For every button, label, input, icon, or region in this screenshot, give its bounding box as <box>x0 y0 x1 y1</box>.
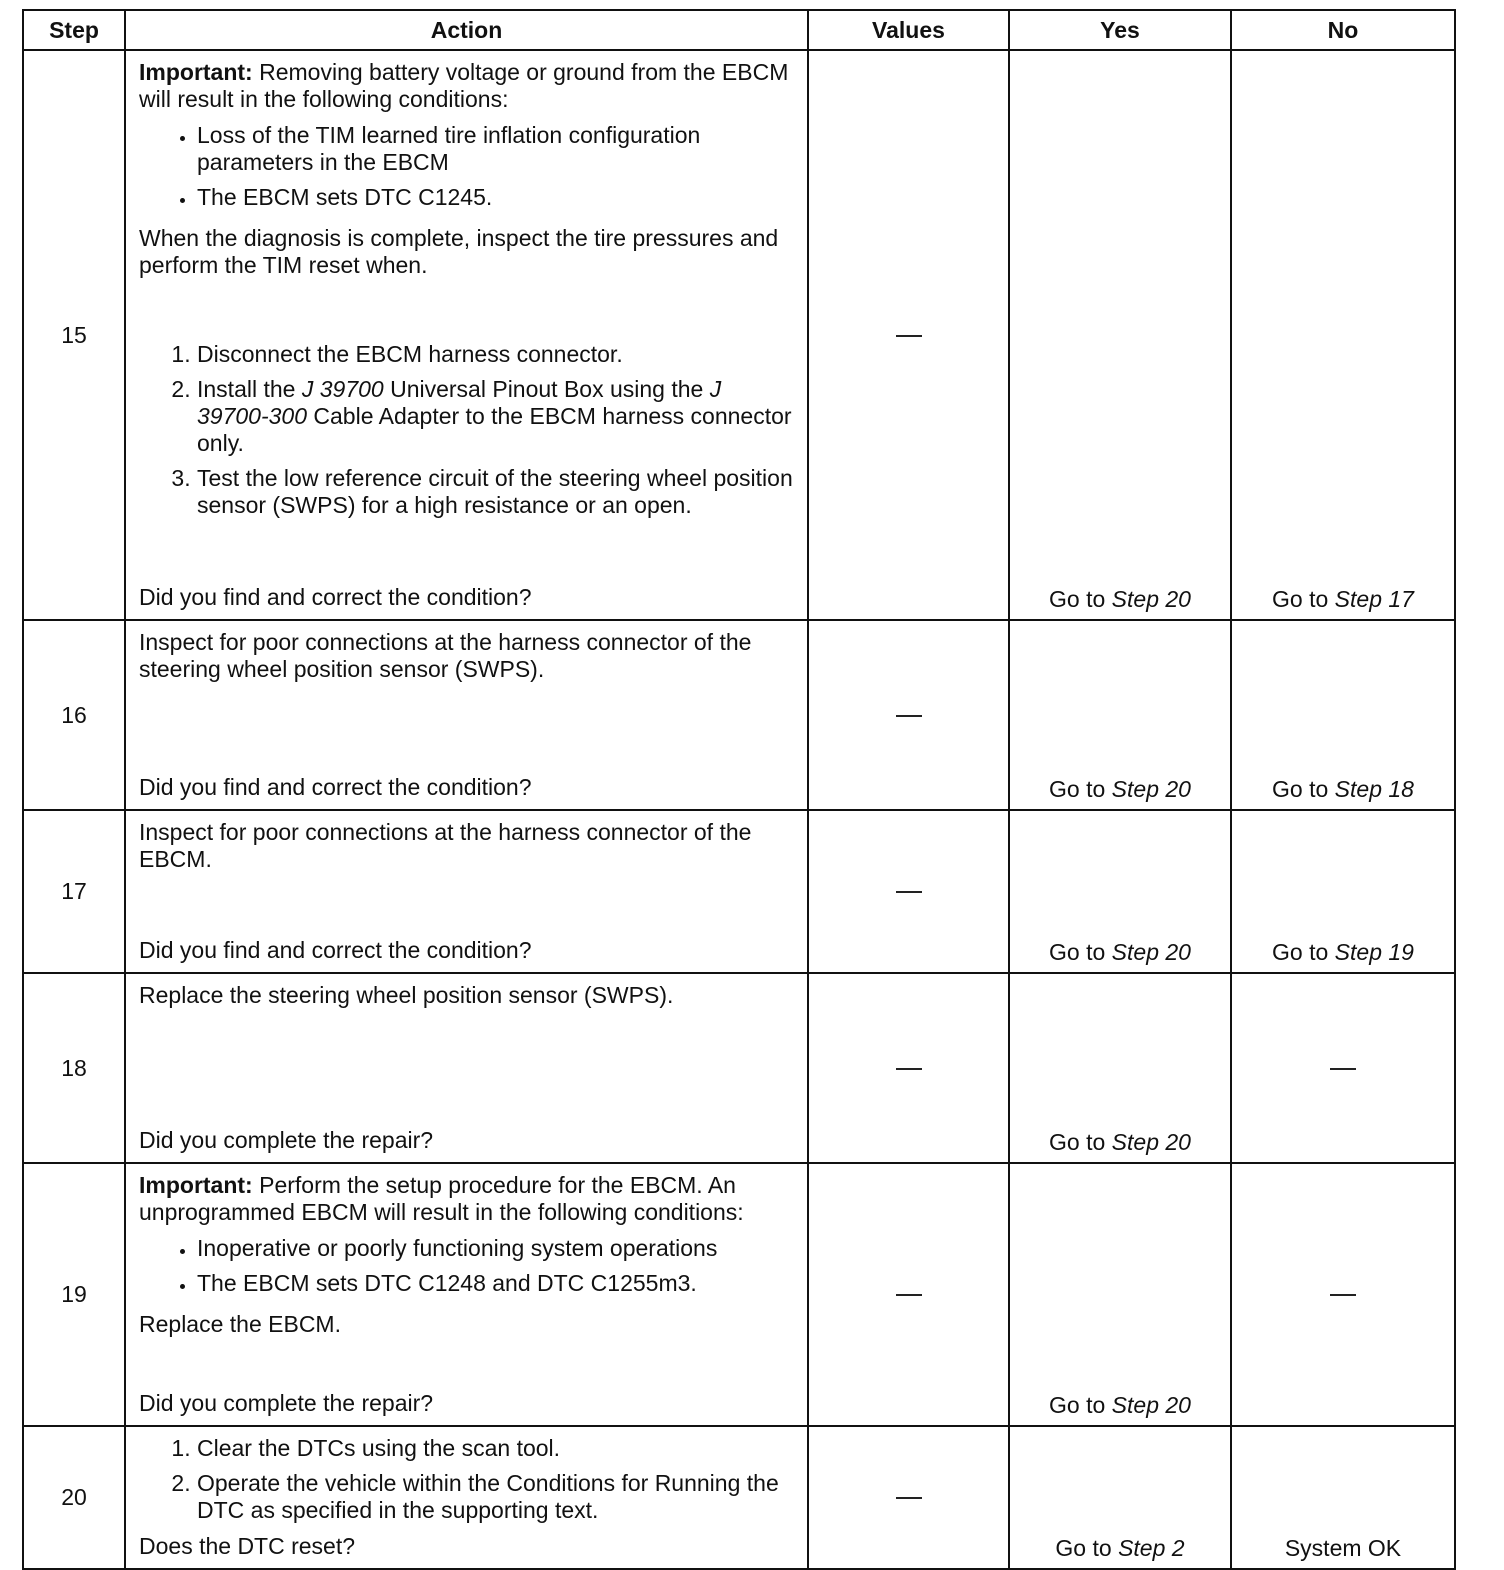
action-cell <box>125 810 808 973</box>
no-cell[interactable]: Go to Step 18 <box>1231 620 1455 810</box>
step-number: 17 <box>23 810 125 973</box>
action-cell <box>125 1163 808 1426</box>
step-link[interactable]: Step 20 <box>1111 939 1191 965</box>
step-number: 15 <box>23 50 125 620</box>
step-link[interactable]: Step 20 <box>1111 586 1191 612</box>
values-cell <box>808 1426 1009 1569</box>
action-text: Inspect for poor connections at the harness connector of the steering wheel position sensor (SWPS). <box>139 629 752 682</box>
note-text: When the diagnosis is complete, inspect the tire pressures and perform the TIM reset when. <box>139 225 779 278</box>
dash-mark <box>1330 1294 1356 1296</box>
no-cell <box>1231 973 1455 1163</box>
no-cell[interactable]: Go to Step 19 <box>1231 810 1455 973</box>
action-cell <box>125 1426 808 1569</box>
values-cell <box>808 620 1009 810</box>
no-cell <box>1231 1163 1455 1426</box>
question-text: Did you find and correct the condition? <box>139 774 532 800</box>
values-cell <box>808 1163 1009 1426</box>
dash-mark <box>896 1068 922 1070</box>
yes-cell[interactable]: Go to Step 2 <box>1009 1426 1231 1569</box>
action-cell <box>125 50 808 620</box>
important-label: Important: <box>139 1172 253 1198</box>
header-step: Step <box>23 10 125 50</box>
dash-mark <box>896 335 922 337</box>
table-row <box>23 973 1455 1163</box>
table-row <box>23 50 1455 620</box>
list-item: 1. Disconnect the EBCM harness connector. <box>197 341 795 368</box>
condition-list <box>139 1235 795 1305</box>
diagnostic-table <box>22 9 1456 1570</box>
condition-list <box>139 122 795 219</box>
list-item: • Inoperative or poorly functioning system operations <box>197 1235 795 1262</box>
step-link[interactable]: Step 20 <box>1111 1129 1191 1155</box>
tool-name: J 39700-300 <box>197 376 722 429</box>
dash-mark <box>896 1294 922 1296</box>
step-number: 20 <box>23 1426 125 1569</box>
important-label: Important: <box>139 59 253 85</box>
dash-mark <box>896 1497 922 1499</box>
question-text: Did you find and correct the condition? <box>139 937 532 963</box>
step-link[interactable]: Step 2 <box>1118 1535 1185 1561</box>
question-text: Did you find and correct the condition? <box>139 584 532 610</box>
table-row <box>23 1163 1455 1426</box>
action-cell <box>125 973 808 1163</box>
step-link[interactable]: Step 18 <box>1334 776 1414 802</box>
yes-cell[interactable]: Go to Step 20 <box>1009 810 1231 973</box>
step-link[interactable]: Step 17 <box>1334 586 1414 612</box>
procedure-list <box>139 1435 795 1524</box>
yes-cell[interactable]: Go to Step 20 <box>1009 973 1231 1163</box>
dash-mark <box>896 891 922 893</box>
action-cell <box>125 620 808 810</box>
important-note: Important: Removing battery voltage or ground from the EBCM will result in the following conditions: <box>139 59 789 112</box>
yes-cell[interactable]: Go to Step 20 <box>1009 1163 1231 1426</box>
question-text: Does the DTC reset? <box>139 1533 356 1559</box>
list-item: • The EBCM sets DTC C1245. <box>197 184 795 211</box>
dash-mark <box>896 715 922 717</box>
no-cell[interactable]: Go to Step 17 <box>1231 50 1455 620</box>
yes-cell[interactable]: Go to Step 20 <box>1009 50 1231 620</box>
values-cell <box>808 50 1009 620</box>
procedure-list <box>139 341 795 527</box>
action-text: Inspect for poor connections at the harness connector of the EBCM. <box>139 819 752 872</box>
step-number: 16 <box>23 620 125 810</box>
step-number: 18 <box>23 973 125 1163</box>
list-item: 2. Install the J 39700 Universal Pinout Box using the J 39700-300 Cable Adapter to the EBCM harness connector only. <box>197 376 795 457</box>
step-number: 19 <box>23 1163 125 1426</box>
header-no: No <box>1231 10 1455 50</box>
no-cell: System OK <box>1231 1426 1455 1569</box>
values-cell <box>808 973 1009 1163</box>
action-text: Replace the steering wheel position sensor (SWPS). <box>139 982 674 1008</box>
question-text: Did you complete the repair? <box>139 1127 434 1153</box>
tool-name: J 39700 <box>301 376 384 402</box>
important-note: Important: Perform the setup procedure for the EBCM. An unprogrammed EBCM will result in the following conditions: <box>139 1172 744 1225</box>
header-row <box>23 10 1455 50</box>
question-text: Did you complete the repair? <box>139 1390 434 1416</box>
header-action: Action <box>125 10 808 50</box>
step-link[interactable]: Step 19 <box>1334 939 1414 965</box>
step-link[interactable]: Step 20 <box>1111 776 1191 802</box>
action-text: Replace the EBCM. <box>139 1311 341 1337</box>
table-row <box>23 1426 1455 1569</box>
list-item: • Loss of the TIM learned tire inflation configuration parameters in the EBCM <box>197 122 795 176</box>
table-row <box>23 810 1455 973</box>
values-cell <box>808 810 1009 973</box>
list-item: 2. Operate the vehicle within the Conditions for Running the DTC as specified in the supporting text. <box>197 1470 795 1524</box>
step-link[interactable]: Step 20 <box>1111 1392 1191 1418</box>
dash-mark <box>1330 1068 1356 1070</box>
header-yes: Yes <box>1009 10 1231 50</box>
yes-cell[interactable]: Go to Step 20 <box>1009 620 1231 810</box>
list-item: • The EBCM sets DTC C1248 and DTC C1255m3. <box>197 1270 795 1297</box>
table-row <box>23 620 1455 810</box>
list-item: 3. Test the low reference circuit of the steering wheel position sensor (SWPS) for a high resistance or an open. <box>197 465 795 519</box>
list-item: 1. Clear the DTCs using the scan tool. <box>197 1435 795 1462</box>
header-values: Values <box>808 10 1009 50</box>
